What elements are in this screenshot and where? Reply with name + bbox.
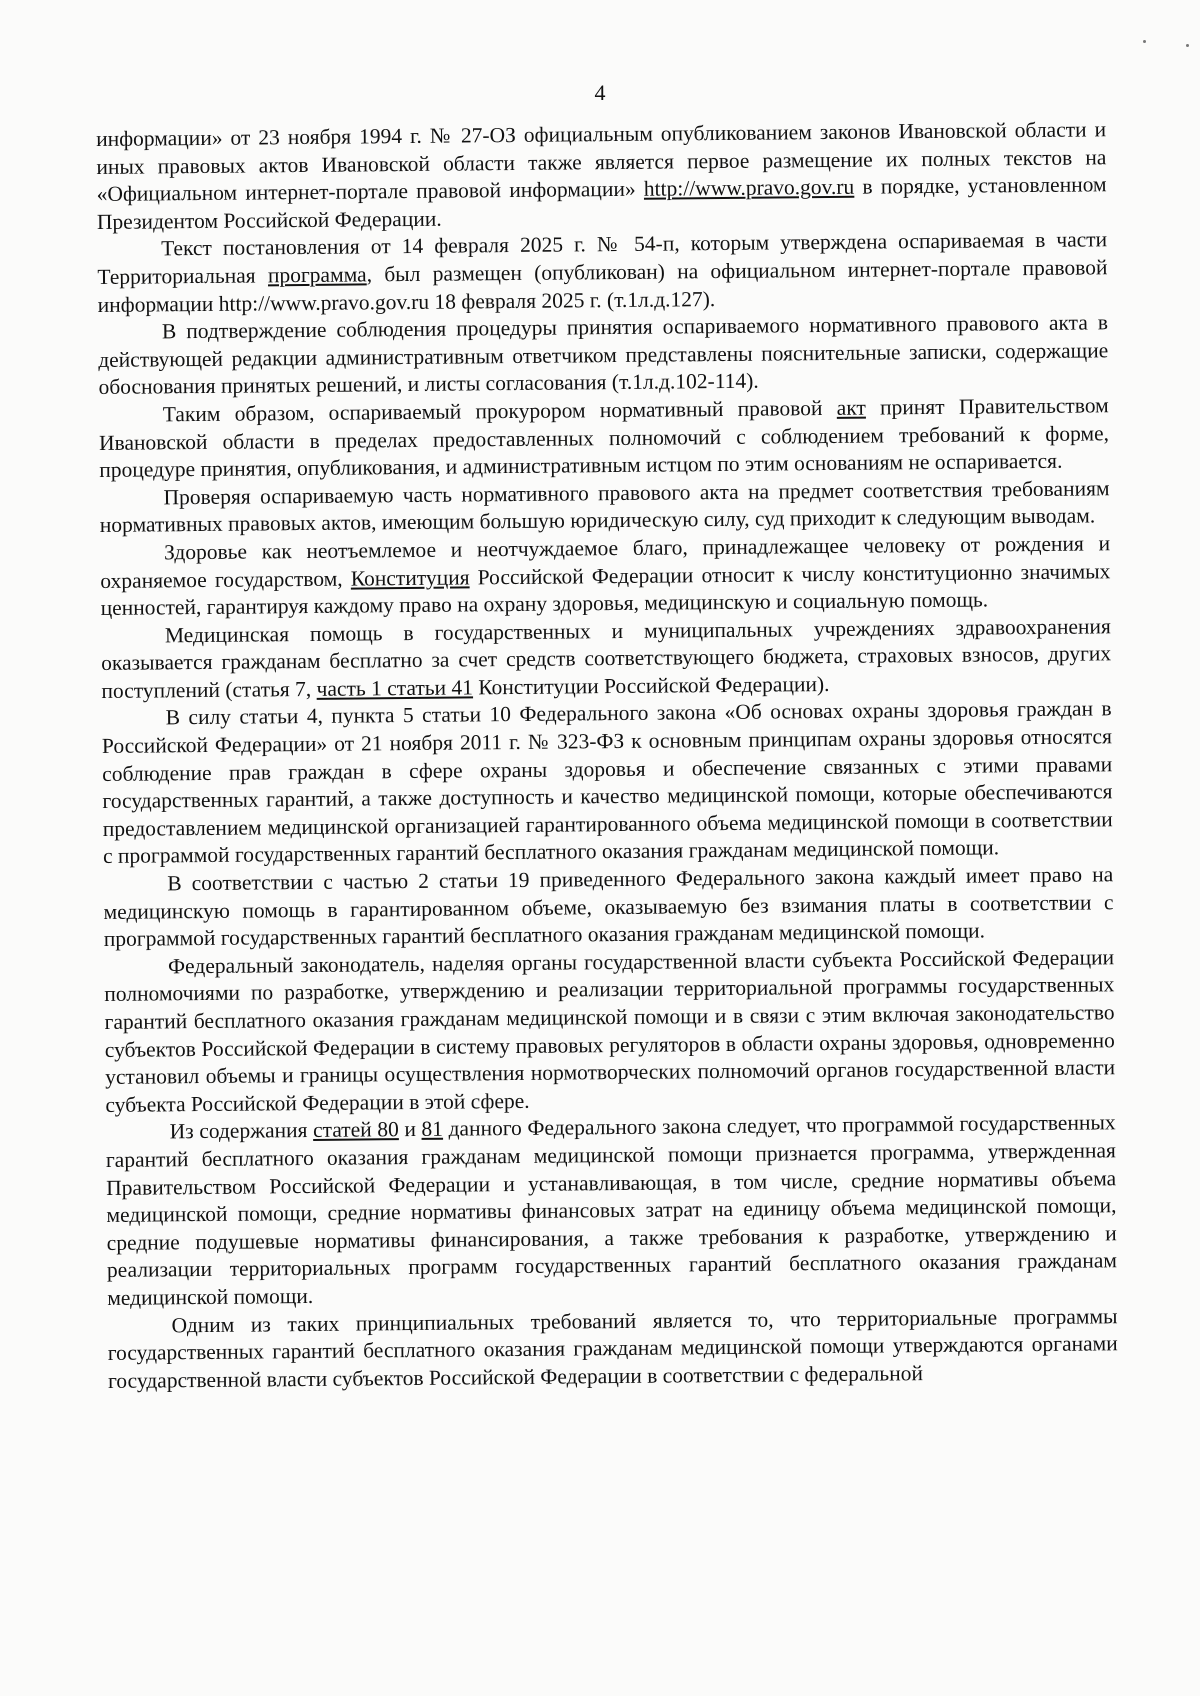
paragraph-text: Таким образом, оспариваемый прокурором нормативный правовой — [162, 395, 837, 427]
paragraph-text: в порядке, установленном Президентом Российской Федерации. — [96, 172, 1107, 234]
paragraph-text: В подтверждение соблюдения процедуры принятия оспариваемого нормативного правового акта в действующей редакции административным ответчиком представлены пояснительные записки, содержащие обоснования принятых решений, и листы согласования (т.1л.д.102-114). — [98, 310, 1109, 400]
scan-speck — [1143, 40, 1146, 43]
paragraph-p4 — [99, 392, 1110, 484]
paragraph-p7 — [101, 613, 1112, 705]
paragraph-text: Федеральный законодатель, наделяя органы государственной власти субъекта Российской Федерации полномочиями по разработке, утверждению и реализации территориальной программы государственных гарантий бесплатного оказания гражданам медицинской помощи и в связи с этим включая законодательство субъектов Российской Федерации в систему правовых регуляторов в области охраны здоровья, одновременно установил объемы и границы осуществления нормотворческих полномочий органов государственной власти субъекта Российской Федерации в этой сфере. — [104, 945, 1116, 1117]
paragraph-text: Одним из таких принципиальных требований является то, что территориальные программы государственных гарантий бесплатного оказания гражданам медицинской помощи утверждаются органами государственной власти субъектов Российской Федерации в соответствии с федеральной — [107, 1303, 1118, 1393]
paragraph-text: , был размещен (опубликован) на официальном интернет-портале правовой информации http://www.pravo.gov.ru 18 февраля 2025 г. (т.1л.д.127). — [97, 255, 1108, 317]
document-body — [96, 116, 1118, 1395]
paragraph-p3 — [98, 309, 1109, 401]
paragraph-p10 — [104, 944, 1116, 1119]
legal-reference-link[interactable]: 81 — [421, 1117, 444, 1142]
paragraph-p2 — [97, 227, 1108, 319]
paragraph-p6 — [100, 530, 1111, 622]
legal-reference-link[interactable]: программа — [267, 262, 367, 288]
paragraph-text: Здоровье как неотъемлемое и неотчуждаемое благо, принадлежащее человеку от рождения и охраняемое государством, — [100, 531, 1111, 593]
legal-reference-link[interactable]: Конституция — [350, 564, 470, 591]
paragraph-p12 — [107, 1303, 1118, 1395]
paragraph-text: и — [398, 1117, 422, 1142]
legal-reference-link[interactable]: статей 80 — [312, 1117, 399, 1143]
paragraph-p8 — [102, 696, 1114, 871]
paragraph-p11 — [106, 1110, 1118, 1313]
paragraph-text: Российской Федерации относит к числу конституционно значимых ценностей, гарантируя каждому право на охрану здоровья, медицинскую и социальную помощь. — [100, 558, 1111, 621]
paragraph-text: принят Правительством Ивановской области в пределах предоставленных полномочий с соблюдением требований к форме, процедуре принятия, опубликования, и административным истцом по этим основаниям не оспаривается. — [98, 393, 1110, 483]
scan-speck — [1186, 44, 1189, 47]
paragraph-text: Из содержания — [169, 1118, 314, 1144]
paragraph-text: В силу статьи 4, пункта 5 статьи 10 Федерального закона «Об основах охраны здоровья граждан в Российской Федерации» от 21 ноября 2011 г. № 323-ФЗ к основным принципам охраны здоровья относятся соблюдение прав граждан в сфере охраны здоровья и обеспечение связанных с этими правами государственных гарантий, а также доступность и качество медицинской помощи, которые обеспечиваются предоставлением медицинской организацией гарантированного объема медицинской помощи в соответствии с программой государственных гарантий бесплатного оказания гражданам медицинской помощи. — [101, 696, 1113, 869]
paragraph-p9 — [103, 861, 1114, 953]
page-number: 4 — [594, 80, 606, 105]
paragraph-p5 — [99, 475, 1109, 540]
paragraph-text: В соответствии с частью 2 статьи 19 приведенного Федерального закона каждый имеет право на медицинскую помощь в гарантированном объеме, оказываемую без взимания платы в соответствии с программой государственных гарантий бесплатного оказания гражданам медицинской помощи. — [103, 862, 1114, 952]
paragraph-p1 — [96, 116, 1107, 236]
paragraph-text: информации» от 23 ноября 1994 г. № 27-ОЗ официальным опубликованием законов Ивановской области и иных правовых актов Ивановской области также является первое размещение их полных текстов на «Официальном интернет-портале правовой информации» — [96, 117, 1107, 207]
legal-reference-link[interactable]: часть 1 статьи 41 — [316, 675, 474, 701]
paragraph-text: Проверяя оспариваемую часть нормативного правового акта на предмет соответствия требованиям нормативных правовых актов, имеющим большую юридическую силу, суд приходит к следующим выводам. — [99, 476, 1110, 538]
legal-reference-link[interactable]: акт — [836, 395, 866, 420]
paragraph-text: Текст постановления от 14 февраля 2025 г. № 54-п, которым утверждена оспариваемая в части Территориальная — [97, 227, 1108, 289]
legal-reference-link[interactable]: http://www.pravo.gov.ru — [643, 174, 855, 201]
paragraph-text: Конституции Российской Федерации). — [472, 671, 830, 700]
paragraph-text: данного Федерального закона следует, что программой государственных гарантий бесплатного оказания гражданам медицинской помощи признается программа, утвержденная Правительством Российской Федерации и устанавливающая, в том числе, средние нормативы объема медицинской помощи, средние нормативы финансовых затрат на единицу объема медицинской помощи, средние подушевые нормативы финансирования, а также требования к разработке, утверждению и реализации территориальных программ государственных гарантий бесплатного оказания гражданам медицинской помощи. — [105, 1110, 1118, 1310]
paragraph-text: Медицинская помощь в государственных и муниципальных учреждениях здравоохранения оказывается гражданам бесплатно за счет средств соответствующего бюджета, страховых взносов, других поступлений (статья 7, — [101, 613, 1112, 703]
